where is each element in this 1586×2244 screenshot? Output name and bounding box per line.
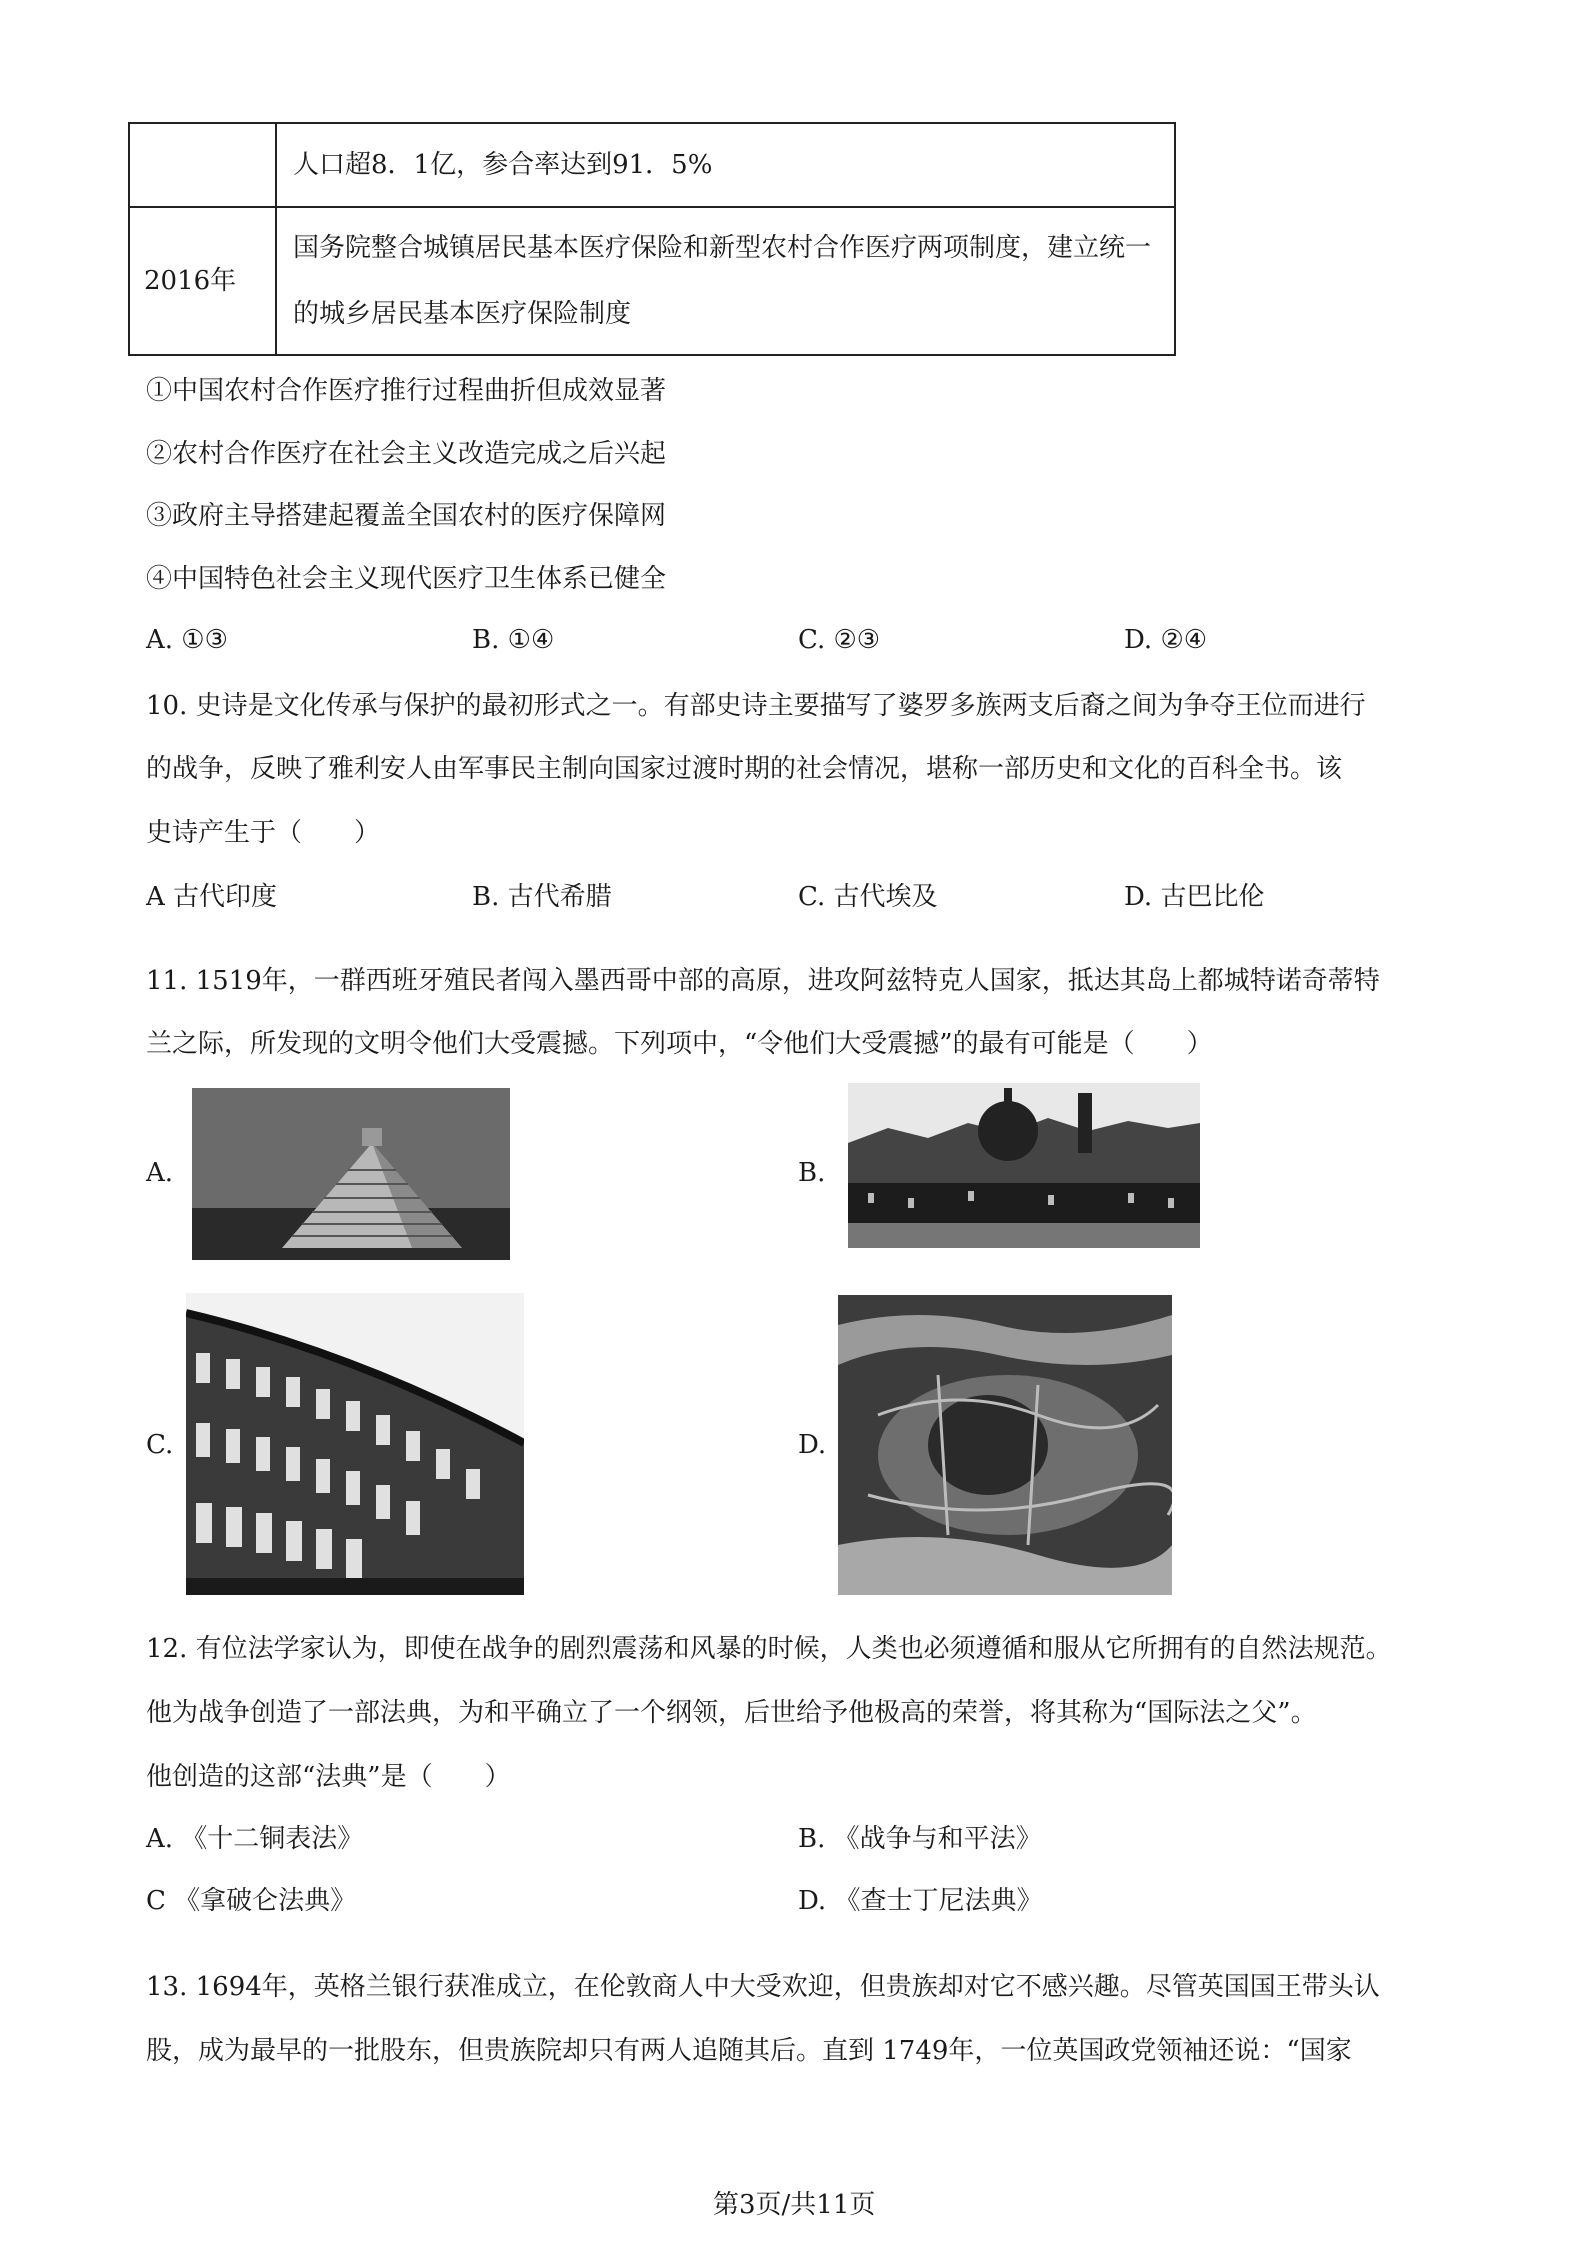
q10-option-d[interactable]: D. 古巴比伦 xyxy=(1124,882,1265,912)
city-map-icon xyxy=(838,1295,1172,1595)
statement-2: ②农村合作医疗在社会主义改造完成之后兴起 xyxy=(146,439,667,469)
table-year-cell: 2016年 xyxy=(129,207,276,355)
statement-4: ④中国特色社会主义现代医疗卫生体系已健全 xyxy=(146,564,667,594)
q12-stem-line: 12. 有位法学家认为，即使在战争的剧烈震荡和风暴的时候，人类也必须遵循和服从它所拥有的自然法规范。 xyxy=(146,1634,1392,1664)
q10-option-c[interactable]: C. 古代埃及 xyxy=(798,882,938,912)
q12-option-d[interactable]: D. 《查士丁尼法典》 xyxy=(798,1886,1043,1916)
q9-option-b[interactable]: B. ①④ xyxy=(472,625,555,655)
q10-option-b[interactable]: B. 古代希腊 xyxy=(472,882,612,912)
city-skyline-photo[interactable] xyxy=(848,1083,1200,1248)
q9-option-c[interactable]: C. ②③ xyxy=(798,625,881,655)
q12-stem-line: 他创造的这部“法典”是（ ） xyxy=(146,1762,511,1792)
q9-option-d[interactable]: D. ②④ xyxy=(1124,625,1208,655)
q11-option-a-label[interactable]: A. xyxy=(146,1158,174,1188)
pyramid-icon xyxy=(192,1088,510,1260)
q13-stem-line: 13. 1694年，英格兰银行获准成立，在伦敦商人中大受欢迎，但贵族却对它不感兴趣。尽管英国国王带头认 xyxy=(146,1972,1380,2002)
history-table xyxy=(128,122,1176,356)
table-row xyxy=(129,207,1175,355)
q10-stem-line: 史诗产生于（ ） xyxy=(146,818,381,848)
colosseum-photo[interactable] xyxy=(186,1293,524,1595)
q12-option-a[interactable]: A. 《十二铜表法》 xyxy=(146,1824,364,1854)
statement-3: ③政府主导搭建起覆盖全国农村的医疗保障网 xyxy=(146,501,667,531)
city-skyline-icon xyxy=(848,1083,1200,1248)
q11-option-d-label[interactable]: D. xyxy=(798,1430,827,1460)
q13-stem-line: 股，成为最早的一批股东，但贵族院却只有两人追随其后。直到 1749年，一位英国政党领袖还说：“国家 xyxy=(146,2036,1352,2066)
table-content-cell: 国务院整合城镇居民基本医疗保险和新型农村合作医疗两项制度，建立统一的城乡居民基本医疗保险制度 xyxy=(276,207,1175,355)
q11-stem-line: 11. 1519年，一群西班牙殖民者闯入墨西哥中部的高原，进攻阿兹特克人国家，抵达其岛上都城特诺奇蒂特 xyxy=(146,966,1380,996)
q11-option-c-label[interactable]: C. xyxy=(146,1430,174,1460)
q10-option-a[interactable]: A 古代印度 xyxy=(146,882,278,912)
page-number: 第3页/共11页 xyxy=(713,2190,876,2220)
q9-option-a[interactable]: A. ①③ xyxy=(146,625,228,655)
q12-option-b[interactable]: B. 《战争与和平法》 xyxy=(798,1824,1042,1854)
q10-stem-line: 10. 史诗是文化传承与保护的最初形式之一。有部史诗主要描写了婆罗多族两支后裔之间为争夺王位而进行 xyxy=(146,691,1366,721)
pyramid-photo[interactable] xyxy=(192,1088,510,1260)
q11-option-b-label[interactable]: B. xyxy=(798,1158,826,1188)
table-year-cell xyxy=(129,123,276,207)
q11-stem-line: 兰之际，所发现的文明令他们大受震撼。下列项中，“令他们大受震撼”的最有可能是（ ） xyxy=(146,1029,1213,1059)
table-content-cell: 人口超8．1亿，参合率达到91．5% xyxy=(276,123,1175,207)
ancient-map-drawing[interactable] xyxy=(838,1295,1172,1595)
q12-option-c[interactable]: C 《拿破仑法典》 xyxy=(146,1886,357,1916)
colosseum-icon xyxy=(186,1293,524,1595)
table-row xyxy=(129,123,1175,207)
statement-1: ①中国农村合作医疗推行过程曲折但成效显著 xyxy=(146,376,667,406)
q10-stem-line: 的战争，反映了雅利安人由军事民主制向国家过渡时期的社会情况，堪称一部历史和文化的百科全书。该 xyxy=(146,754,1343,784)
q12-stem-line: 他为战争创造了一部法典，为和平确立了一个纲领，后世给予他极高的荣誉，将其称为“国际法之父”。 xyxy=(146,1698,1317,1728)
